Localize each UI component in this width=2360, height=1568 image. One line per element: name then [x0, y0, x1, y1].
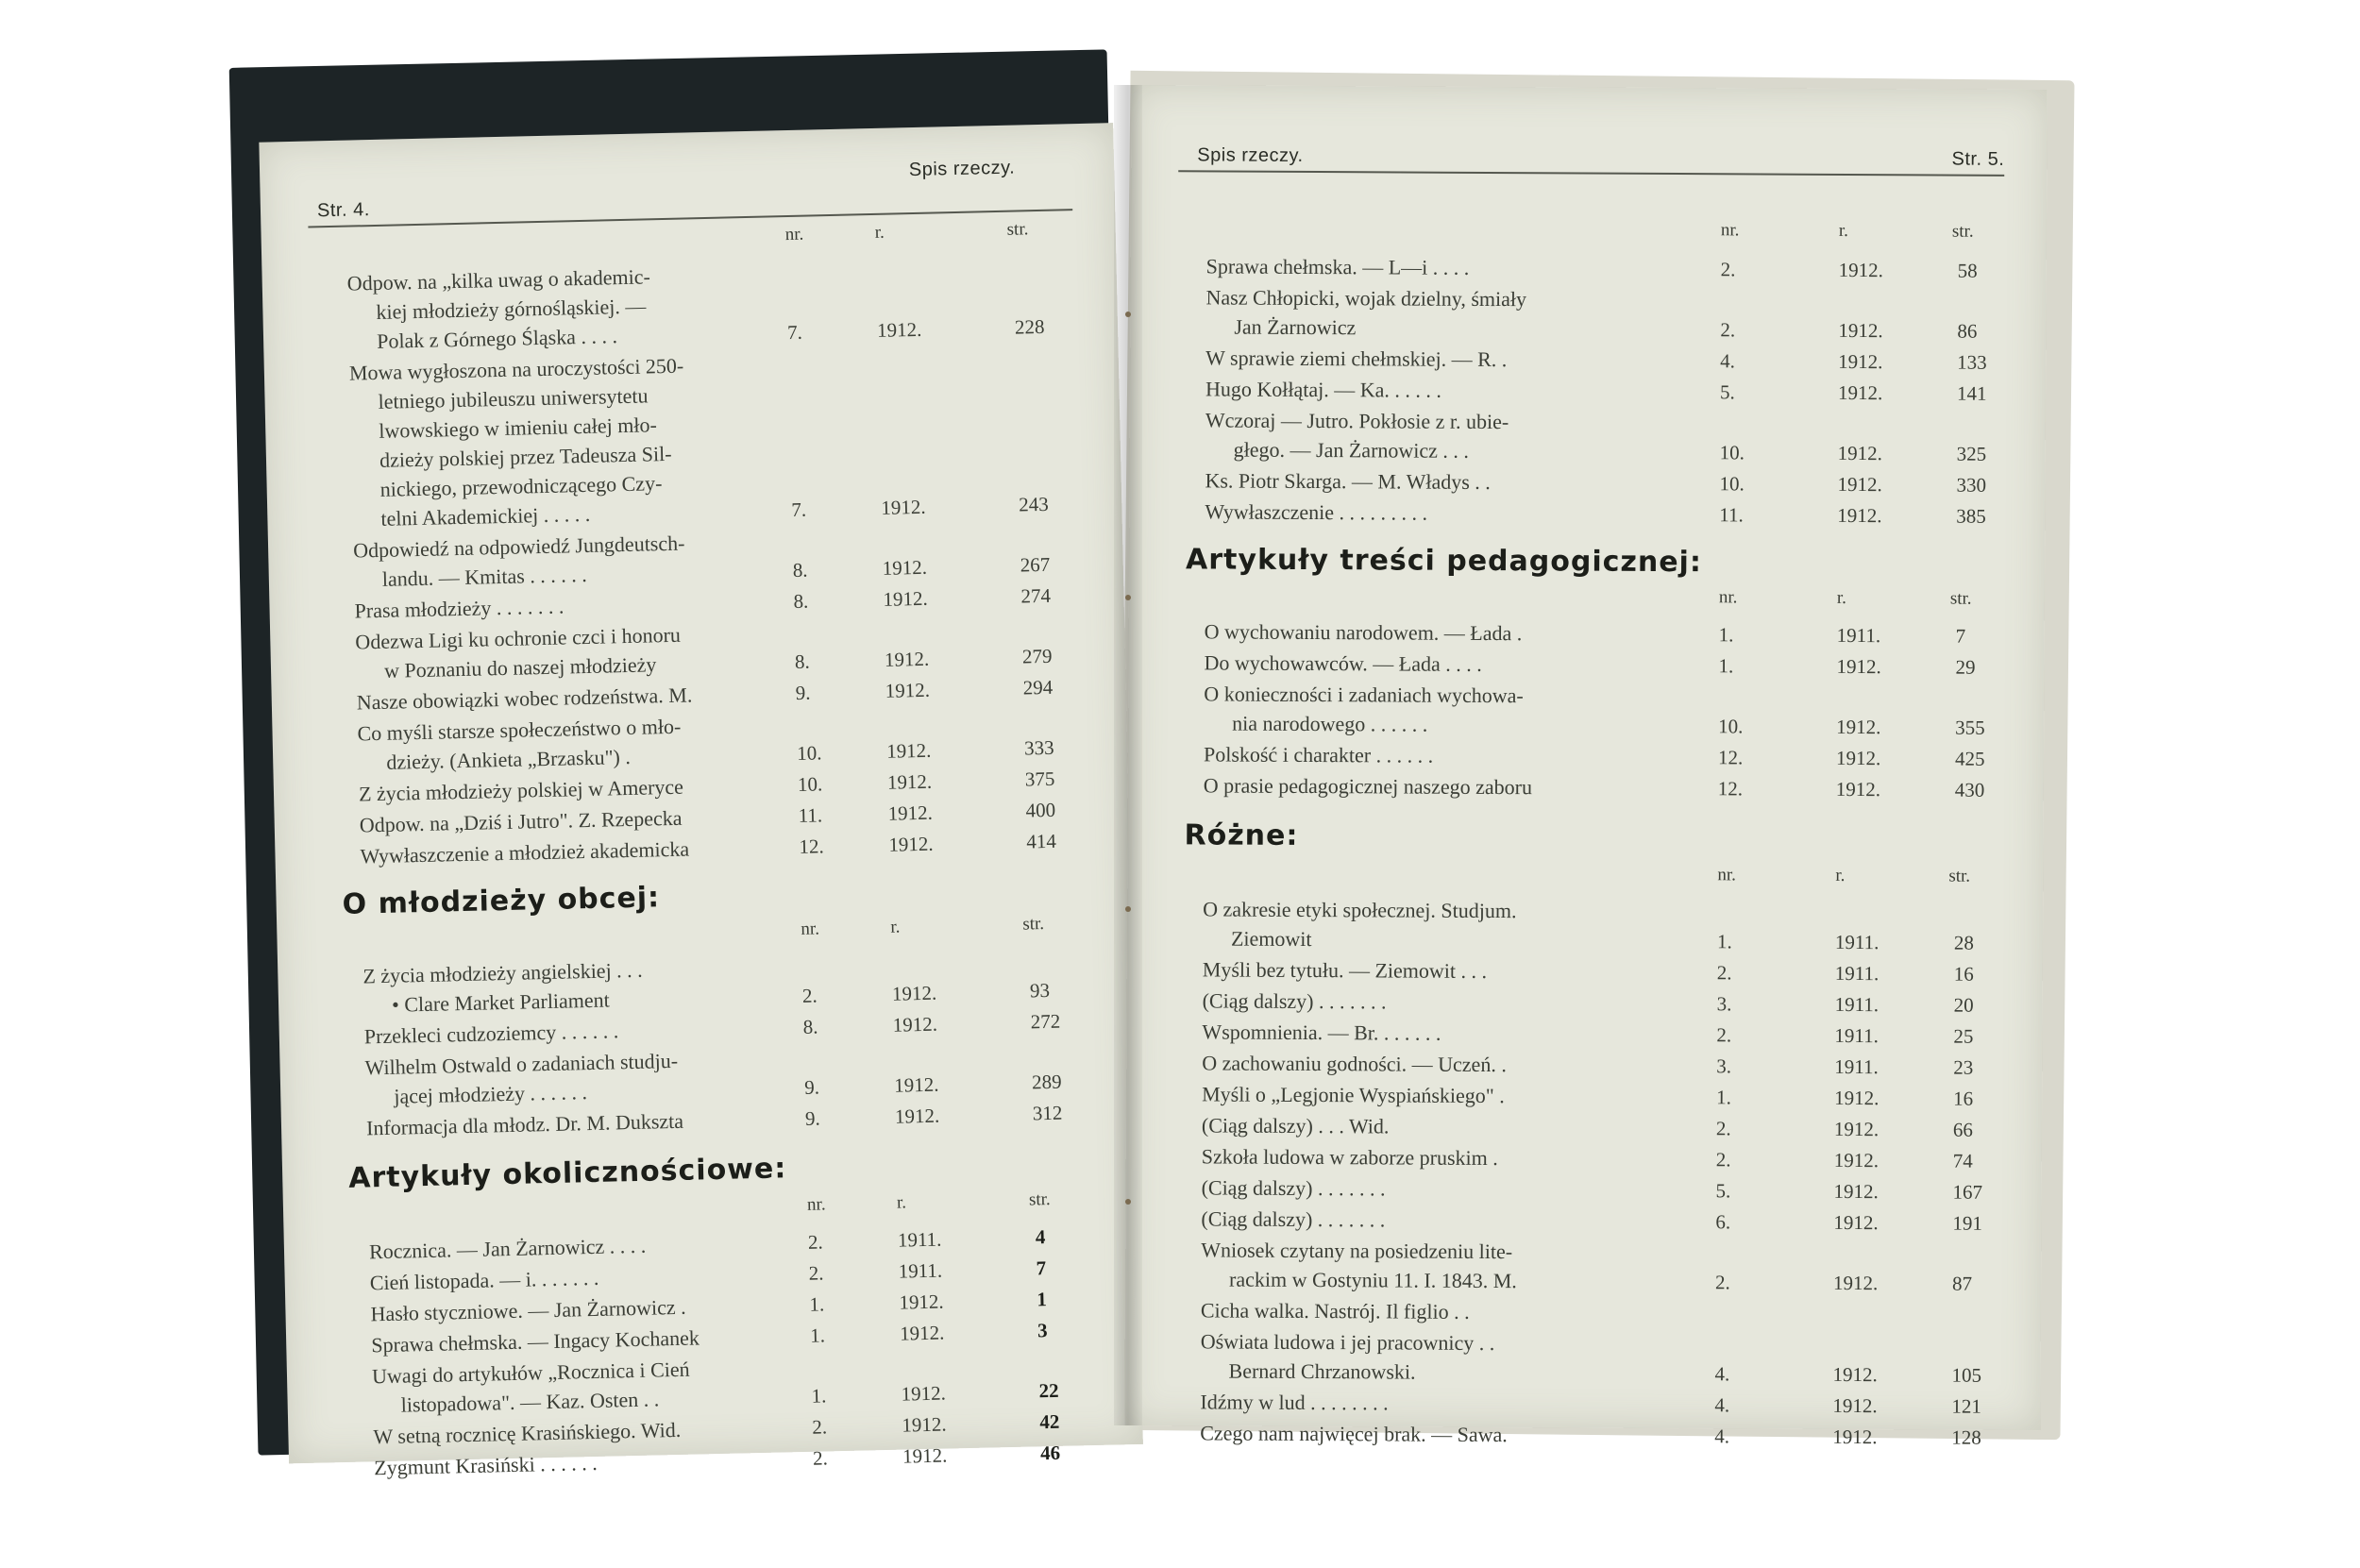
- entry-issue-number: 2.: [1716, 961, 1732, 985]
- entry-issue-number: 10.: [1719, 441, 1745, 464]
- entry-line: Szkoła ludowa w zaborze pruskim .: [1201, 1144, 1498, 1171]
- entry-issue-number: 1.: [1718, 623, 1734, 647]
- entry-line: Myśli bez tytułu. — Ziemowit . . .: [1202, 957, 1488, 983]
- entry-issue-number: 1.: [809, 1324, 826, 1347]
- entry-line: Nasz Chłopicki, wojak dzielny, śmiały: [1205, 285, 1527, 312]
- column-header: str.: [1006, 219, 1029, 240]
- entry-line: Sprawa chełmska. — L—i . . . .: [1205, 254, 1470, 279]
- toc-entry: [353, 527, 769, 595]
- entry-line: Wniosek czytany na posiedzeniu lite-: [1201, 1238, 1513, 1264]
- column-header: str.: [1948, 866, 1971, 886]
- entry-page-number: 355: [1955, 716, 1985, 739]
- toc-entry: [357, 710, 773, 778]
- entry-issue-number: 2.: [812, 1446, 829, 1470]
- toc-entry: [1201, 1295, 1682, 1327]
- entry-year: 1911.: [1834, 961, 1880, 986]
- entry-line: Przekleci cudzoziemcy . . . . . .: [363, 1019, 619, 1049]
- toc-entry: [1204, 648, 1685, 680]
- entry-issue-number: 10.: [1719, 472, 1745, 496]
- entry-issue-number: 8.: [802, 1015, 818, 1038]
- entry-page-number: 430: [1954, 778, 1985, 801]
- toc-entry: [1205, 497, 1686, 529]
- right-page-number: Str. 5.: [1951, 148, 2005, 170]
- entry-issue-number: 1.: [809, 1292, 825, 1316]
- entry-line: Wywłaszczenie a młodzież akademicka: [360, 836, 690, 868]
- entry-page-number: 105: [1951, 1363, 1982, 1387]
- entry-line: • Clare Market Parliament: [391, 987, 611, 1017]
- entry-page-number: 243: [1018, 492, 1050, 516]
- toc-entry: [1202, 1079, 1683, 1111]
- entry-year: 1912.: [902, 1443, 948, 1468]
- entry-page-number: 74: [1952, 1149, 1973, 1172]
- entry-issue-number: 11.: [1719, 503, 1744, 527]
- entry-line: telni Akademickiej . . . . .: [380, 501, 591, 531]
- entry-line: Odpow. na „Dziś i Jutro". Z. Rzepecka: [359, 805, 683, 837]
- entry-line: (Ciąg dalszy) . . . Wid.: [1201, 1113, 1390, 1138]
- entry-year: 1912.: [883, 586, 929, 611]
- section-title: O młodzieży obcej:: [342, 881, 661, 921]
- entry-line: w Poznaniu do naszej młodzieży: [383, 652, 657, 683]
- entry-line: Co myśli starsze społeczeństwo o mło-: [357, 714, 682, 746]
- entry-year: 1912.: [1835, 746, 1881, 770]
- entry-line: Polak z Górnego Śląska . . . .: [376, 324, 618, 353]
- toc-entry: [349, 349, 768, 534]
- entry-year: 1912.: [1832, 1393, 1878, 1418]
- entry-issue-number: 8.: [793, 589, 809, 613]
- entry-line: W sprawie ziemi chełmskiej. — R. .: [1205, 346, 1508, 372]
- entry-issue-number: 1.: [1718, 654, 1734, 678]
- entry-issue-number: 2.: [1720, 318, 1736, 342]
- entry-page-number: 267: [1020, 552, 1051, 577]
- entry-issue-number: 10.: [796, 741, 822, 765]
- entry-page-number: 23: [1953, 1055, 1974, 1079]
- binding-stitch: [1125, 595, 1131, 600]
- column-header: nr.: [801, 919, 820, 939]
- entry-page-number: 93: [1029, 978, 1051, 1003]
- entry-line: Sprawa chełmska. — Ingacy Kochanek: [371, 1325, 700, 1357]
- column-header: r.: [1838, 220, 1849, 241]
- entry-page-number: 29: [1955, 655, 1976, 679]
- entry-line: Czego nam najwięcej brak. — Sawa.: [1200, 1421, 1508, 1447]
- entry-year: 1911.: [897, 1227, 942, 1252]
- toc-entry: [346, 260, 764, 357]
- entry-line: Wczoraj — Jutro. Pokłosie z r. ubie-: [1205, 408, 1509, 434]
- entry-issue-number: 7.: [786, 320, 803, 345]
- right-page: [1124, 85, 2047, 1449]
- entry-issue-number: 3.: [1716, 1054, 1732, 1078]
- entry-year: 1912.: [882, 555, 928, 580]
- column-header: r.: [896, 1192, 907, 1213]
- entry-page-number: 128: [1951, 1425, 1981, 1449]
- entry-issue-number: 1.: [1716, 1086, 1731, 1109]
- toc-entry: [1202, 1017, 1683, 1049]
- entry-issue-number: 9.: [804, 1106, 820, 1130]
- entry-issue-number: 2.: [808, 1261, 824, 1285]
- entry-year: 1912.: [885, 678, 931, 702]
- entry-line: O wychowaniu narodowem. — Łada .: [1204, 619, 1523, 646]
- entry-year: 1912.: [1832, 1362, 1878, 1387]
- entry-issue-number: 7.: [791, 497, 807, 522]
- binding-stitch: [1125, 906, 1131, 912]
- entry-line: kiej młodzieży górnośląskiej. —: [376, 294, 647, 324]
- left-running-head: [307, 157, 1072, 228]
- entry-issue-number: 2.: [1715, 1117, 1731, 1140]
- entry-page-number: 28: [1953, 931, 1975, 954]
- entry-line: Odpow. na „kilka uwag o akademic-: [346, 264, 651, 295]
- entry-page-number: 58: [1957, 259, 1978, 282]
- entry-year: 1912.: [901, 1381, 947, 1406]
- entry-year: 1912.: [1838, 258, 1884, 282]
- entry-page-number: 1: [1037, 1288, 1048, 1311]
- entry-issue-number: 3.: [1716, 992, 1732, 1016]
- entry-page-number: 330: [1956, 473, 1987, 497]
- toc-entry: [355, 618, 771, 686]
- toc-entry: [1205, 405, 1687, 466]
- entry-year: 1912.: [893, 1072, 939, 1097]
- entry-line: Z życia młodzieży polskiej w Ameryce: [358, 774, 684, 806]
- entry-year: 1912.: [1835, 777, 1881, 801]
- entry-line: landu. — Kmitas . . . . . .: [381, 562, 588, 591]
- entry-issue-number: 2.: [812, 1415, 828, 1439]
- entry-line: Hugo Kołłątaj. — Ka. . . . . .: [1205, 377, 1442, 402]
- entry-line: Do wychowawców. — Łada . . . .: [1204, 650, 1482, 676]
- entry-line: W setną rocznicę Krasińskiego. Wid.: [373, 1417, 682, 1449]
- toc-entry: [362, 952, 779, 1020]
- entry-page-number: 42: [1039, 1409, 1060, 1434]
- toc-entry: [1205, 616, 1686, 649]
- entry-page-number: 20: [1953, 993, 1974, 1017]
- entry-page-number: 425: [1954, 747, 1985, 770]
- entry-year: 1911.: [1834, 1023, 1880, 1048]
- entry-line: Prasa młodzieży . . . . . . .: [354, 594, 565, 623]
- entry-line: Bernard Chrzanowski.: [1228, 1358, 1416, 1384]
- entry-line: Rocznica. — Jan Żarnowicz . . . .: [368, 1233, 647, 1264]
- entry-page-number: 279: [1021, 644, 1053, 668]
- entry-line: Polskość i charakter . . . . . .: [1203, 742, 1434, 767]
- entry-line: Oświata ludowa i jej pracownicy . .: [1200, 1329, 1495, 1356]
- entry-line: rackim w Gostyniu 11. I. 1843. M.: [1229, 1267, 1517, 1293]
- entry-line: nia narodowego . . . . . .: [1232, 711, 1428, 736]
- entry-page-number: 46: [1039, 1441, 1061, 1465]
- entry-issue-number: 9.: [795, 681, 811, 704]
- entry-year: 1912.: [876, 317, 922, 342]
- entry-issue-number: 12.: [799, 835, 824, 858]
- entry-line: jącej młodzieży . . . . . .: [394, 1080, 588, 1108]
- toc-entry: [1203, 894, 1684, 955]
- entry-page-number: 191: [1952, 1211, 1982, 1235]
- entry-page-number: 141: [1956, 381, 1987, 405]
- entry-issue-number: 1.: [1716, 930, 1732, 953]
- entry-year: 1912.: [1834, 1086, 1880, 1110]
- entry-issue-number: 5.: [1719, 380, 1735, 404]
- entry-line: Nasze obowiązki wobec rodzeństwa. M.: [356, 683, 693, 715]
- entry-issue-number: 2.: [1715, 1271, 1730, 1294]
- toc-entry: [1200, 1418, 1681, 1450]
- left-header-title: Spis rzeczy.: [908, 157, 1016, 181]
- entry-page-number: 87: [1952, 1272, 1973, 1295]
- toc-entry: [364, 1043, 781, 1111]
- entry-page-number: 312: [1032, 1101, 1063, 1125]
- entry-year: 1911.: [898, 1258, 943, 1283]
- entry-page-number: 400: [1025, 798, 1056, 822]
- toc-entry: [1201, 1235, 1682, 1296]
- entry-issue-number: 4.: [1714, 1425, 1730, 1448]
- entry-issue-number: 1.: [811, 1384, 827, 1408]
- entry-line: dzieży. (Ankieta „Brzasku") .: [385, 744, 632, 774]
- left-page: [259, 123, 1143, 1480]
- entry-line: Wilhelm Ostwald o zadaniach studju-: [364, 1048, 679, 1080]
- entry-year: 1912.: [885, 738, 932, 763]
- entry-year: 1912.: [891, 981, 937, 1005]
- column-header: nr.: [1717, 865, 1736, 885]
- entry-year: 1912.: [884, 647, 930, 671]
- entry-page-number: 133: [1957, 350, 1987, 374]
- entry-page-number: 289: [1031, 1070, 1062, 1094]
- entry-year: 1911.: [1834, 1054, 1879, 1079]
- entry-year: 1912.: [1833, 1179, 1879, 1204]
- entry-year: 1912.: [1837, 503, 1882, 528]
- column-header: nr.: [1720, 220, 1740, 241]
- toc-entry: [1202, 1141, 1683, 1173]
- entry-line: listopadowa". — Kaz. Osten . .: [400, 1387, 660, 1417]
- entry-page-number: 274: [1020, 583, 1052, 608]
- toc-entry: [1206, 251, 1688, 283]
- entry-year: 1912.: [1833, 1271, 1879, 1295]
- entry-page-number: 375: [1024, 767, 1055, 791]
- column-header: nr.: [1718, 587, 1738, 608]
- column-header: str.: [1022, 914, 1045, 935]
- toc-entry: [1203, 954, 1684, 986]
- entry-issue-number: 11.: [798, 803, 823, 827]
- entry-issue-number: 4.: [1720, 349, 1736, 373]
- toc-entry: [1205, 465, 1686, 497]
- column-header: r.: [890, 917, 901, 937]
- toc-entry: [372, 1352, 788, 1420]
- entry-issue-number: 9.: [803, 1075, 820, 1099]
- toc-entry: [1200, 1387, 1681, 1419]
- entry-page-number: 385: [1956, 504, 1986, 528]
- entry-line: Informacja dla młodz. Dr. M. Dukszta: [365, 1108, 684, 1140]
- entry-line: Myśli o „Legjonie Wyspiańskiego" .: [1202, 1082, 1505, 1108]
- toc-entry: [1204, 679, 1685, 740]
- column-header: nr.: [806, 1194, 826, 1215]
- entry-year: 1912.: [1833, 1210, 1879, 1235]
- column-header: str.: [1951, 221, 1974, 242]
- entry-year: 1911.: [1834, 992, 1880, 1017]
- entry-page-number: 66: [1952, 1118, 1973, 1141]
- entry-year: 1912.: [881, 495, 926, 519]
- column-header: str.: [1949, 588, 1972, 609]
- entry-year: 1912.: [892, 1012, 938, 1037]
- entry-issue-number: 8.: [794, 649, 811, 673]
- toc-entry: [1205, 374, 1687, 406]
- entry-line: Ziemowit: [1230, 926, 1312, 952]
- section-title: Różne:: [1184, 818, 1299, 852]
- entry-line: Odezwa Ligi ku ochronie czci i honoru: [355, 622, 682, 654]
- entry-year: 1912.: [1836, 715, 1881, 739]
- entry-year: 1912.: [1833, 1117, 1880, 1141]
- section-title: Artykuły okolicznościowe:: [347, 1152, 787, 1195]
- entry-issue-number: 2.: [1715, 1148, 1731, 1172]
- toc-entry: [1201, 1204, 1682, 1236]
- entry-line: głego. — Jan Żarnowicz . . .: [1233, 437, 1470, 463]
- entry-page-number: 16: [1953, 962, 1974, 986]
- binding-stitch: [1125, 312, 1131, 317]
- entry-year: 1912.: [1837, 472, 1882, 497]
- toc-entry: [1205, 282, 1687, 344]
- toc-entry: [1202, 1172, 1683, 1205]
- entry-line: lwowskiego w imieniu całej mło-: [379, 413, 658, 443]
- book-gutter: [1114, 85, 1142, 1425]
- entry-year: 1912.: [1837, 441, 1882, 465]
- entry-line: (Ciąg dalszy) . . . . . . .: [1201, 1206, 1386, 1232]
- entry-page-number: 272: [1030, 1009, 1061, 1034]
- right-header-title: Spis rzeczy.: [1197, 144, 1304, 166]
- entry-page-number: 7: [1955, 624, 1966, 648]
- entry-page-number: 228: [1014, 314, 1045, 339]
- entry-page-number: 86: [1957, 319, 1978, 343]
- entry-year: 1912.: [902, 1412, 947, 1437]
- entry-line: O zachowaniu godności. — Uczeń. .: [1202, 1051, 1507, 1077]
- binding-stitch: [1125, 1199, 1131, 1205]
- section-title: Artykuły treści pedagogicznej:: [1185, 543, 1702, 580]
- entry-issue-number: 2.: [807, 1230, 823, 1254]
- entry-line: Cień listopada. — i. . . . . . .: [369, 1265, 599, 1295]
- entry-line: Idźmy w lud . . . . . . . .: [1200, 1390, 1389, 1415]
- entry-line: Uwagi do artykułów „Rocznica i Cień: [371, 1357, 690, 1389]
- entry-issue-number: 12.: [1717, 777, 1744, 801]
- entry-line: Cicha walka. Nastrój. Il figlio . .: [1200, 1298, 1470, 1324]
- entry-year: 1912.: [899, 1290, 944, 1314]
- column-header: str.: [1028, 1189, 1051, 1210]
- entry-year: 1912.: [1832, 1425, 1878, 1449]
- entry-issue-number: 2.: [1720, 258, 1736, 281]
- entry-year: 1912.: [1838, 349, 1883, 374]
- column-header: r.: [874, 222, 885, 243]
- entry-line: Wywłaszczenie . . . . . . . . .: [1205, 499, 1428, 525]
- entry-issue-number: 5.: [1715, 1179, 1731, 1203]
- entry-issue-number: 12.: [1717, 746, 1744, 769]
- entry-line: letniego jubileuszu uniwersytetu: [378, 383, 649, 413]
- entry-year: 1912.: [887, 801, 934, 825]
- right-running-head: [1178, 123, 2004, 177]
- toc-entry: [1202, 1110, 1683, 1142]
- left-page-number: Str. 4.: [316, 199, 371, 222]
- entry-page-number: 414: [1026, 829, 1057, 853]
- entry-year: 1911.: [1834, 930, 1880, 954]
- entry-year: 1912.: [1836, 654, 1881, 679]
- entry-year: 1912.: [894, 1104, 940, 1128]
- entry-line: Mowa wygłoszona na uroczystości 250-: [348, 353, 684, 385]
- entry-year: 1911.: [1836, 623, 1881, 648]
- toc-entry: [1204, 770, 1685, 802]
- entry-line: (Ciąg dalszy) . . . . . . .: [1201, 1175, 1386, 1201]
- entry-page-number: 7: [1036, 1256, 1047, 1280]
- column-header: r.: [1836, 587, 1846, 608]
- entry-year: 1912.: [886, 769, 933, 794]
- entry-page-number: 167: [1952, 1180, 1983, 1204]
- entry-line: nickiego, przewodniczącego Czy-: [379, 471, 663, 501]
- entry-page-number: 3: [1037, 1319, 1048, 1342]
- column-header: nr.: [784, 224, 804, 245]
- entry-line: Hasło styczniowe. — Jan Żarnowicz .: [370, 1294, 686, 1326]
- entry-line: Ks. Piotr Skarga. — M. Władys . .: [1205, 468, 1491, 495]
- entry-line: Z życia młodzieży angielskiej . . .: [362, 957, 643, 988]
- entry-line: O konieczności i zadaniach wychowa-: [1204, 682, 1524, 708]
- column-header: r.: [1835, 865, 1846, 885]
- toc-entry: [1201, 1326, 1682, 1388]
- entry-issue-number: 8.: [792, 558, 808, 582]
- entry-page-number: 22: [1038, 1378, 1059, 1403]
- entry-year: 1912.: [899, 1321, 945, 1345]
- entry-line: Jan Żarnowicz: [1234, 314, 1357, 340]
- entry-issue-number: 4.: [1714, 1362, 1730, 1386]
- toc-entry: [1202, 1048, 1683, 1080]
- toc-entry: [1204, 739, 1685, 771]
- entry-line: Wspomnienia. — Br. . . . . . .: [1202, 1020, 1441, 1045]
- entry-issue-number: 2.: [801, 984, 818, 1007]
- entry-line: O prasie pedagogicznej naszego zaboru: [1203, 773, 1533, 800]
- entry-page-number: 16: [1953, 1087, 1974, 1110]
- entry-year: 1912.: [1838, 318, 1883, 343]
- entry-issue-number: 2.: [1716, 1023, 1732, 1047]
- entry-page-number: 4: [1035, 1225, 1046, 1249]
- entry-line: dzieży polskiej przez Tadeusza Sil-: [379, 441, 672, 472]
- entry-page-number: 121: [1951, 1394, 1981, 1418]
- entry-page-number: 294: [1022, 675, 1054, 700]
- toc-entry: [1203, 986, 1684, 1018]
- entry-issue-number: 6.: [1715, 1210, 1731, 1234]
- entry-line: (Ciąg dalszy) . . . . . . .: [1202, 988, 1387, 1014]
- entry-page-number: 25: [1953, 1024, 1974, 1048]
- entry-issue-number: 10.: [797, 772, 823, 796]
- toc-entry: [1205, 343, 1687, 375]
- entry-line: Zygmunt Krasiński . . . . . .: [373, 1450, 598, 1480]
- entry-page-number: 325: [1956, 442, 1987, 465]
- entry-line: Odpowiedź na odpowiedź Jungdeutsch-: [352, 531, 685, 563]
- entry-year: 1912.: [1833, 1148, 1880, 1172]
- entry-year: 1912.: [888, 832, 934, 856]
- entry-year: 1912.: [1837, 380, 1883, 405]
- entry-line: O zakresie etyki społecznej. Studjum.: [1203, 897, 1517, 923]
- entry-page-number: 333: [1023, 735, 1054, 760]
- entry-issue-number: 10.: [1718, 715, 1744, 738]
- entry-issue-number: 4.: [1714, 1393, 1730, 1417]
